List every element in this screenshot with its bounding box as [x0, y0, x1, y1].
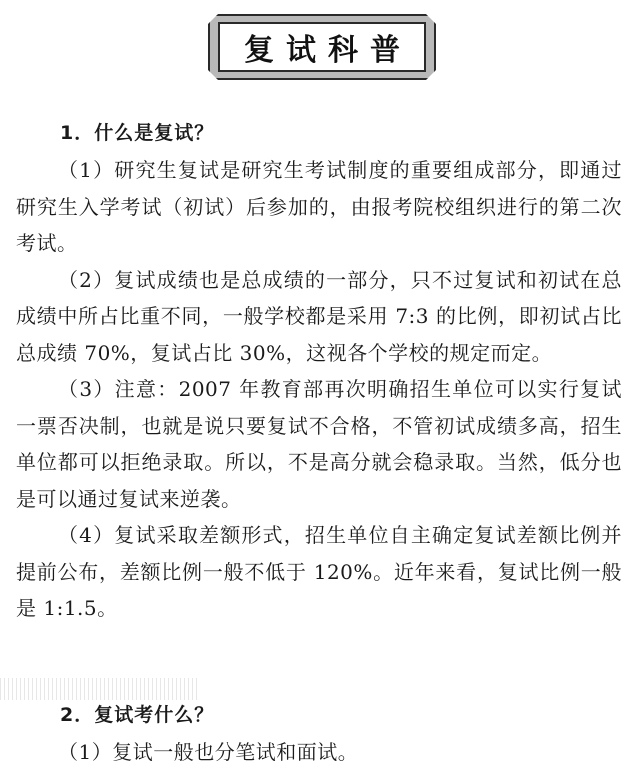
section-1-heading: 1．什么是复试？ [60, 122, 215, 144]
section-1-paragraph-3: （3）注意：2007 年教育部再次明确招生单位可以实行复试一票否决制，也就是说只要复试不合格，不管初试成绩多高，招生单位都可以拒绝录取。所以，不是高分就会稳录取。当然，低分也是可以通过复试来逆袭。 [16, 377, 622, 511]
section-2-heading: 2．复试考什么？ [60, 704, 215, 726]
section-2-body [16, 734, 622, 771]
scan-artifact [0, 678, 200, 700]
section-1-paragraph-2: （2）复试成绩也是总成绩的一部分，只不过复试和初试在总成绩中所占比重不同，一般学校都是采用 7:3 的比例，即初试占比总成绩 70%，复试占比 30%，这视各个学校的规定而定。 [16, 267, 622, 365]
page-title: 复试科普 [218, 22, 426, 72]
section-1-body [16, 152, 622, 627]
title-frame [208, 14, 436, 80]
section-1-paragraph-1: （1）研究生复试是研究生考试制度的重要组成部分，即通过研究生入学考试（初试）后参加的，由报考院校组织进行的第二次考试。 [16, 158, 622, 255]
section-1-paragraph-4: （4）复试采取差额形式，招生单位自主确定复试差额比例并提前公布，差额比例一般不低于 120%。近年来看，复试比例一般是 1:1.5。 [16, 523, 622, 620]
section-2-paragraph-1: （1）复试一般也分笔试和面试。 [58, 740, 359, 764]
